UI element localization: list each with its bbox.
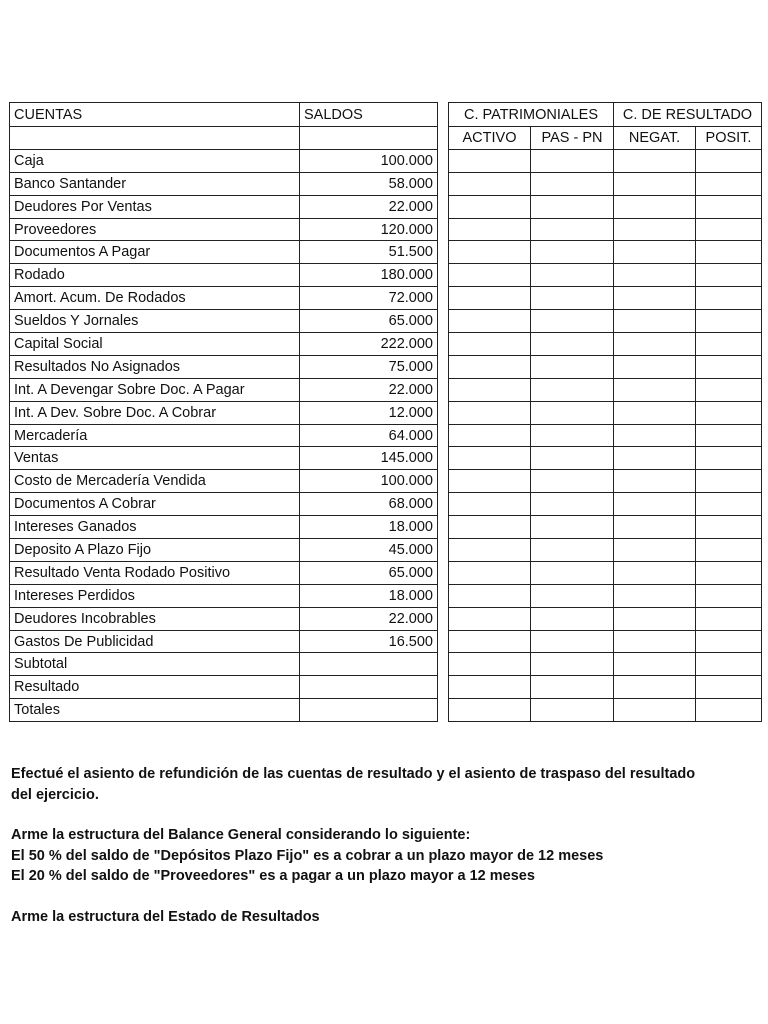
classification-cell bbox=[614, 516, 696, 539]
account-name: Amort. Acum. De Rodados bbox=[10, 287, 300, 310]
classification-cell bbox=[531, 516, 614, 539]
classification-cell bbox=[614, 676, 696, 699]
classification-row bbox=[449, 172, 762, 195]
classification-cell bbox=[696, 470, 762, 493]
account-balance bbox=[300, 653, 438, 676]
classification-row bbox=[449, 401, 762, 424]
account-name: Capital Social bbox=[10, 333, 300, 356]
classification-cell bbox=[614, 447, 696, 470]
classification-row bbox=[449, 699, 762, 722]
classification-cell bbox=[696, 676, 762, 699]
classification-cell bbox=[449, 378, 531, 401]
classification-row bbox=[449, 470, 762, 493]
empty-header-cell bbox=[300, 127, 438, 150]
classification-cell bbox=[696, 218, 762, 241]
classification-cell bbox=[696, 333, 762, 356]
classification-row bbox=[449, 149, 762, 172]
classification-cell bbox=[449, 539, 531, 562]
classification-cell bbox=[696, 264, 762, 287]
account-row bbox=[10, 333, 438, 356]
classification-row bbox=[449, 653, 762, 676]
classification-cell bbox=[614, 607, 696, 630]
account-balance: 16.500 bbox=[300, 630, 438, 653]
patrimoniales-header: C. PATRIMONIALES bbox=[449, 103, 614, 127]
classification-cell bbox=[531, 653, 614, 676]
classification-cell bbox=[531, 149, 614, 172]
classification-cell bbox=[531, 424, 614, 447]
classification-cell bbox=[531, 264, 614, 287]
classification-cell bbox=[531, 493, 614, 516]
classification-cell bbox=[696, 447, 762, 470]
classification-cell bbox=[449, 333, 531, 356]
account-row bbox=[10, 653, 438, 676]
classification-cell bbox=[696, 539, 762, 562]
classification-cell bbox=[696, 195, 762, 218]
instruction-balance: Arme la estructura del Balance General considerando lo siguiente: bbox=[11, 827, 471, 843]
account-name: Resultados No Asignados bbox=[10, 355, 300, 378]
posit-header: POSIT. bbox=[696, 127, 762, 150]
account-name: Documentos A Cobrar bbox=[10, 493, 300, 516]
classification-row bbox=[449, 195, 762, 218]
account-name: Documentos A Pagar bbox=[10, 241, 300, 264]
classification-cell bbox=[449, 149, 531, 172]
account-balance: 72.000 bbox=[300, 287, 438, 310]
account-row bbox=[10, 172, 438, 195]
classification-cell bbox=[449, 516, 531, 539]
classification-cell bbox=[531, 630, 614, 653]
account-balance: 51.500 bbox=[300, 241, 438, 264]
account-name: Int. A Devengar Sobre Doc. A Pagar bbox=[10, 378, 300, 401]
account-name: Intereses Ganados bbox=[10, 516, 300, 539]
classification-cell bbox=[531, 561, 614, 584]
classification-row bbox=[449, 333, 762, 356]
account-balance: 22.000 bbox=[300, 378, 438, 401]
account-name: Resultado bbox=[10, 676, 300, 699]
classification-cell bbox=[531, 378, 614, 401]
classification-cell bbox=[449, 607, 531, 630]
instruction-estado-resultados: Arme la estructura del Estado de Resultados bbox=[11, 908, 320, 925]
classification-cell bbox=[531, 218, 614, 241]
classification-cell bbox=[449, 561, 531, 584]
account-balance: 65.000 bbox=[300, 561, 438, 584]
account-name: Rodado bbox=[10, 264, 300, 287]
classification-row bbox=[449, 516, 762, 539]
classification-cell bbox=[614, 195, 696, 218]
classification-cell bbox=[614, 241, 696, 264]
account-name: Costo de Mercadería Vendida bbox=[10, 470, 300, 493]
classification-cell bbox=[614, 172, 696, 195]
classification-cell bbox=[531, 195, 614, 218]
classification-cell bbox=[531, 310, 614, 333]
account-balance: 18.000 bbox=[300, 516, 438, 539]
classification-cell bbox=[614, 561, 696, 584]
account-name: Proveedores bbox=[10, 218, 300, 241]
classification-cell bbox=[531, 584, 614, 607]
classification-cell bbox=[614, 493, 696, 516]
classification-cell bbox=[449, 401, 531, 424]
classification-cell bbox=[614, 149, 696, 172]
instructions bbox=[11, 764, 711, 927]
classification-cell bbox=[614, 355, 696, 378]
classification-cell bbox=[531, 355, 614, 378]
account-name: Caja bbox=[10, 149, 300, 172]
classification-cell bbox=[449, 172, 531, 195]
classification-cell bbox=[696, 401, 762, 424]
classification-cell bbox=[696, 355, 762, 378]
account-row bbox=[10, 561, 438, 584]
classification-cell bbox=[614, 287, 696, 310]
classification-cell bbox=[531, 401, 614, 424]
classification-cell bbox=[449, 653, 531, 676]
classification-row bbox=[449, 310, 762, 333]
classification-cell bbox=[614, 584, 696, 607]
account-balance: 65.000 bbox=[300, 310, 438, 333]
account-balance: 58.000 bbox=[300, 172, 438, 195]
classification-cell bbox=[449, 584, 531, 607]
account-row bbox=[10, 218, 438, 241]
account-balance: 120.000 bbox=[300, 218, 438, 241]
classification-cell bbox=[614, 653, 696, 676]
classification-row bbox=[449, 676, 762, 699]
account-balance: 75.000 bbox=[300, 355, 438, 378]
account-balance: 68.000 bbox=[300, 493, 438, 516]
classification-cell bbox=[614, 218, 696, 241]
classification-cell bbox=[531, 241, 614, 264]
account-balance: 145.000 bbox=[300, 447, 438, 470]
classification-cell bbox=[531, 287, 614, 310]
account-balance: 100.000 bbox=[300, 470, 438, 493]
classification-cell bbox=[696, 584, 762, 607]
account-row bbox=[10, 310, 438, 333]
account-balance: 180.000 bbox=[300, 264, 438, 287]
classification-cell bbox=[531, 699, 614, 722]
classification-row bbox=[449, 287, 762, 310]
classification-table bbox=[448, 102, 762, 722]
classification-row bbox=[449, 355, 762, 378]
account-name: Deposito A Plazo Fijo bbox=[10, 539, 300, 562]
classification-row bbox=[449, 241, 762, 264]
account-row bbox=[10, 287, 438, 310]
account-row bbox=[10, 149, 438, 172]
classification-cell bbox=[696, 630, 762, 653]
account-balance: 22.000 bbox=[300, 607, 438, 630]
classification-cell bbox=[531, 676, 614, 699]
account-balance: 45.000 bbox=[300, 539, 438, 562]
account-row bbox=[10, 630, 438, 653]
classification-cell bbox=[531, 539, 614, 562]
classification-row bbox=[449, 584, 762, 607]
classification-cell bbox=[449, 241, 531, 264]
classification-cell bbox=[614, 401, 696, 424]
account-row bbox=[10, 699, 438, 722]
classification-cell bbox=[696, 561, 762, 584]
classification-row bbox=[449, 539, 762, 562]
classification-cell bbox=[696, 493, 762, 516]
account-row bbox=[10, 447, 438, 470]
account-row bbox=[10, 378, 438, 401]
account-row bbox=[10, 401, 438, 424]
account-row bbox=[10, 470, 438, 493]
account-name: Mercadería bbox=[10, 424, 300, 447]
accounts-table bbox=[9, 102, 438, 722]
classification-cell bbox=[696, 516, 762, 539]
account-row bbox=[10, 355, 438, 378]
account-balance bbox=[300, 699, 438, 722]
classification-cell bbox=[449, 676, 531, 699]
classification-cell bbox=[449, 493, 531, 516]
classification-cell bbox=[449, 424, 531, 447]
classification-cell bbox=[696, 607, 762, 630]
classification-cell bbox=[449, 447, 531, 470]
classification-row bbox=[449, 264, 762, 287]
classification-row bbox=[449, 561, 762, 584]
classification-cell bbox=[614, 264, 696, 287]
account-row bbox=[10, 264, 438, 287]
instruction-proveedores: El 20 % del saldo de "Proveedores" es a pagar a un plazo mayor a 12 meses bbox=[11, 868, 535, 884]
account-name: Deudores Por Ventas bbox=[10, 195, 300, 218]
classification-cell bbox=[531, 447, 614, 470]
classification-row bbox=[449, 378, 762, 401]
classification-cell bbox=[449, 470, 531, 493]
account-row bbox=[10, 516, 438, 539]
classification-cell bbox=[449, 287, 531, 310]
account-name: Int. A Dev. Sobre Doc. A Cobrar bbox=[10, 401, 300, 424]
account-name: Intereses Perdidos bbox=[10, 584, 300, 607]
negat-header: NEGAT. bbox=[614, 127, 696, 150]
account-row bbox=[10, 241, 438, 264]
account-name: Gastos De Publicidad bbox=[10, 630, 300, 653]
classification-cell bbox=[531, 172, 614, 195]
classification-cell bbox=[696, 310, 762, 333]
account-row bbox=[10, 493, 438, 516]
classification-cell bbox=[531, 607, 614, 630]
account-balance: 100.000 bbox=[300, 149, 438, 172]
account-row bbox=[10, 195, 438, 218]
classification-cell bbox=[614, 333, 696, 356]
classification-cell bbox=[531, 333, 614, 356]
account-balance: 18.000 bbox=[300, 584, 438, 607]
instruction-refundicion: Efectué el asiento de refundición de las cuentas de resultado y el asiento de traspaso del resultado del ejercicio. bbox=[11, 766, 696, 803]
classification-row bbox=[449, 218, 762, 241]
classification-cell bbox=[696, 149, 762, 172]
classification-cell bbox=[449, 310, 531, 333]
classification-cell bbox=[696, 653, 762, 676]
cuentas-header: CUENTAS bbox=[10, 103, 300, 127]
account-name: Totales bbox=[10, 699, 300, 722]
classification-cell bbox=[449, 218, 531, 241]
classification-cell bbox=[614, 630, 696, 653]
classification-cell bbox=[449, 264, 531, 287]
classification-cell bbox=[531, 470, 614, 493]
classification-cell bbox=[614, 699, 696, 722]
account-balance bbox=[300, 676, 438, 699]
account-balance: 64.000 bbox=[300, 424, 438, 447]
account-row bbox=[10, 539, 438, 562]
account-row bbox=[10, 607, 438, 630]
classification-cell bbox=[696, 241, 762, 264]
classification-row bbox=[449, 424, 762, 447]
classification-cell bbox=[614, 310, 696, 333]
resultado-header: C. DE RESULTADO bbox=[614, 103, 762, 127]
classification-cell bbox=[696, 699, 762, 722]
account-row bbox=[10, 584, 438, 607]
classification-cell bbox=[449, 195, 531, 218]
account-balance: 12.000 bbox=[300, 401, 438, 424]
account-name: Sueldos Y Jornales bbox=[10, 310, 300, 333]
classification-cell bbox=[449, 630, 531, 653]
classification-row bbox=[449, 607, 762, 630]
account-balance: 222.000 bbox=[300, 333, 438, 356]
pas-pn-header: PAS - PN bbox=[531, 127, 614, 150]
account-balance: 22.000 bbox=[300, 195, 438, 218]
classification-cell bbox=[614, 470, 696, 493]
classification-cell bbox=[614, 539, 696, 562]
classification-row bbox=[449, 447, 762, 470]
account-row bbox=[10, 676, 438, 699]
instruction-plazo-fijo: El 50 % del saldo de "Depósitos Plazo Fijo" es a cobrar a un plazo mayor de 12 meses bbox=[11, 847, 604, 864]
classification-row bbox=[449, 493, 762, 516]
classification-cell bbox=[696, 424, 762, 447]
account-name: Subtotal bbox=[10, 653, 300, 676]
classification-cell bbox=[449, 355, 531, 378]
classification-cell bbox=[449, 699, 531, 722]
activo-header: ACTIVO bbox=[449, 127, 531, 150]
account-name: Ventas bbox=[10, 447, 300, 470]
classification-row bbox=[449, 630, 762, 653]
account-name: Deudores Incobrables bbox=[10, 607, 300, 630]
classification-cell bbox=[614, 424, 696, 447]
account-row bbox=[10, 424, 438, 447]
empty-header-cell bbox=[10, 127, 300, 150]
classification-cell bbox=[696, 287, 762, 310]
account-name: Resultado Venta Rodado Positivo bbox=[10, 561, 300, 584]
account-name: Banco Santander bbox=[10, 172, 300, 195]
classification-cell bbox=[696, 172, 762, 195]
classification-cell bbox=[614, 378, 696, 401]
saldos-header: SALDOS bbox=[300, 103, 438, 127]
classification-cell bbox=[696, 378, 762, 401]
